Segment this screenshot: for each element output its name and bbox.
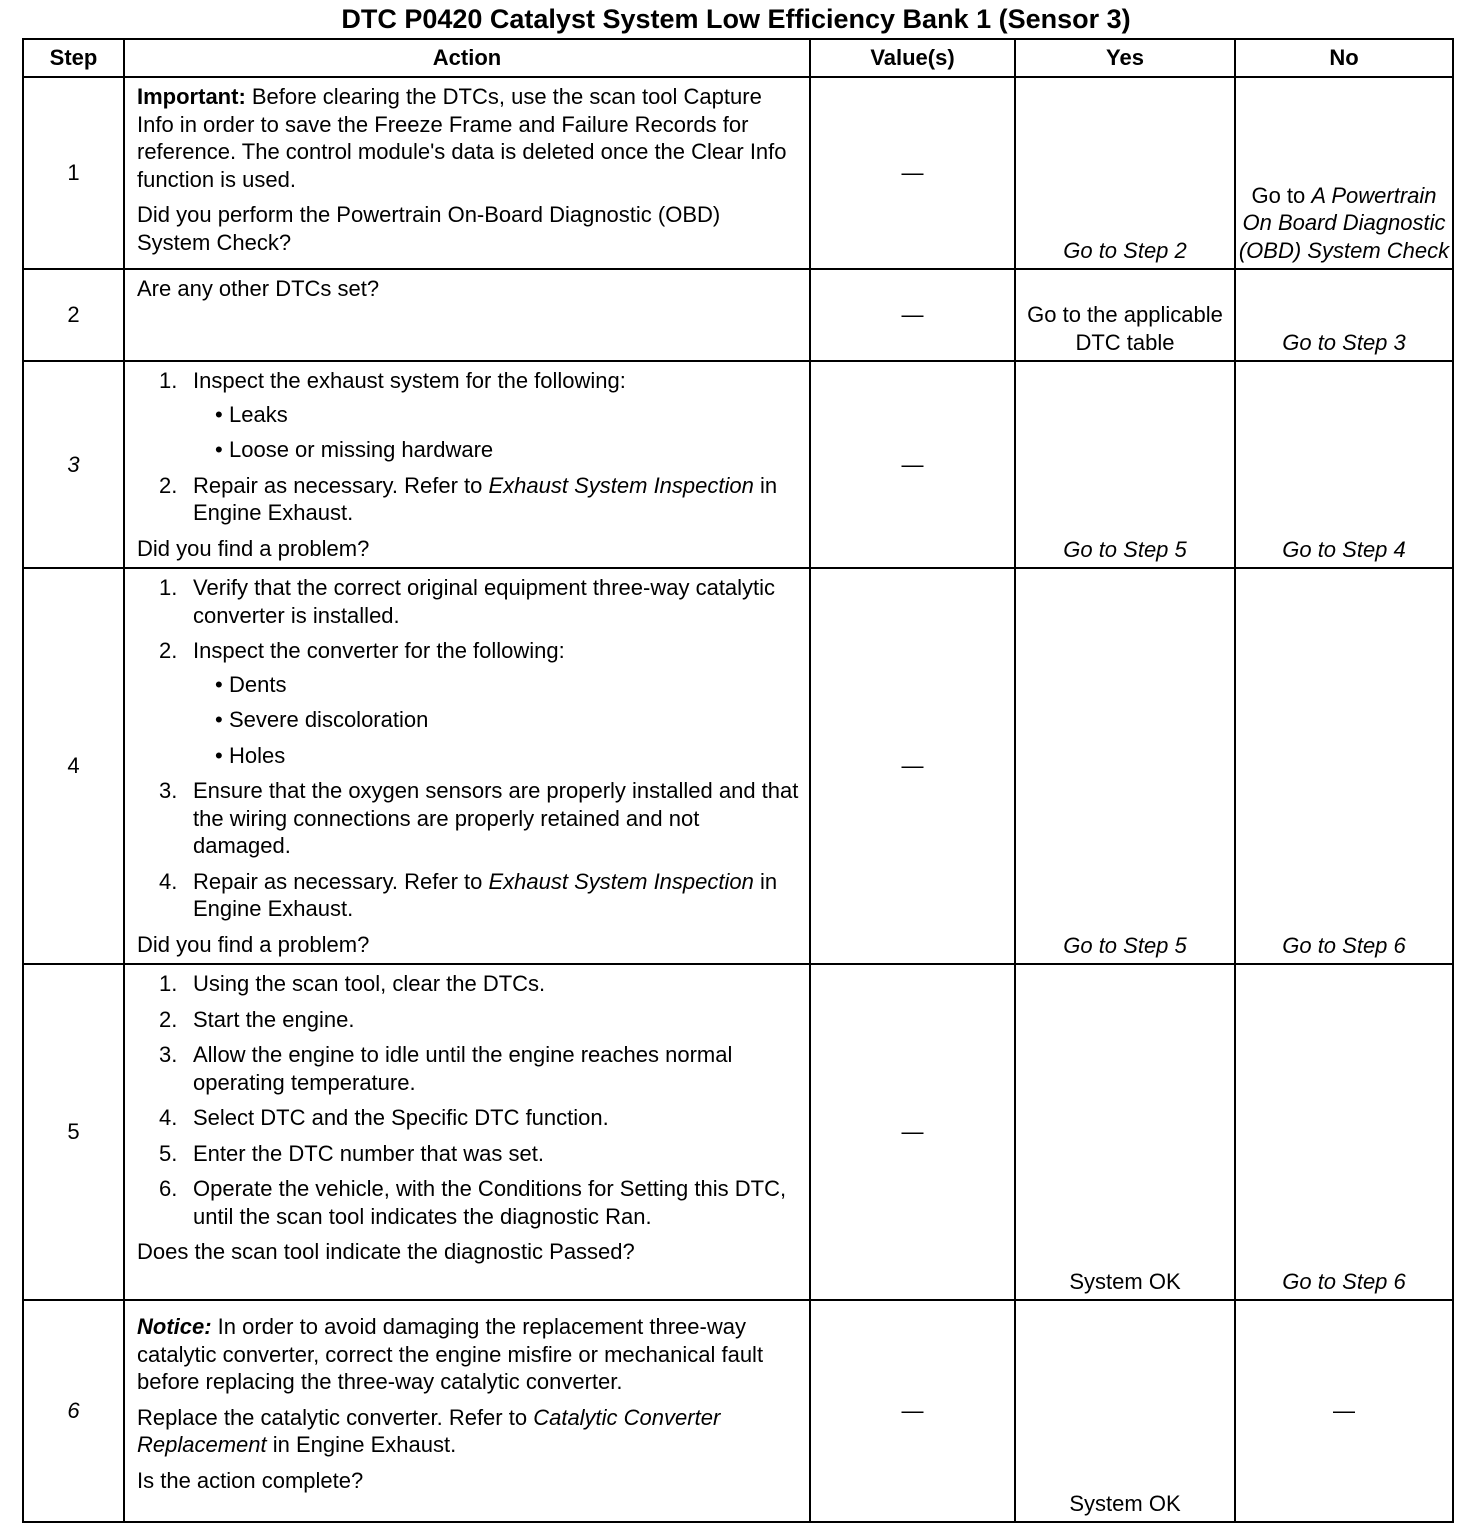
list-item: • Dents: [215, 671, 287, 697]
header-yes: Yes: [1015, 39, 1235, 77]
step-number: 3: [23, 361, 124, 568]
no-cell: Go to Step 4: [1235, 361, 1453, 568]
action-steps: [137, 367, 799, 527]
list-item: • Holes: [215, 742, 286, 768]
action-question: Did you find a problem?: [137, 535, 370, 561]
list-item: 1. Verify that the correct original equipment three-way catalytic converter is installed.: [159, 575, 776, 628]
yes-cell: Go to Step 5: [1015, 568, 1235, 964]
table-row: [23, 361, 1453, 568]
action-cell: [124, 964, 810, 1300]
value-cell: —: [810, 964, 1015, 1300]
diagnostic-table: [22, 38, 1454, 1523]
list-item: • Leaks: [215, 401, 288, 427]
yes-cell: System OK: [1015, 964, 1235, 1300]
no-link: A Powertrain On Board Diagnostic (OBD) System Check: [1238, 182, 1450, 263]
yes-cell: Go to Step 5: [1015, 361, 1235, 568]
table-row: [23, 964, 1453, 1300]
value-cell: —: [810, 269, 1015, 361]
action-cell: [124, 269, 810, 361]
step-number: 6: [23, 1300, 124, 1522]
list-item: 6. Operate the vehicle, with the Conditions for Setting this DTC, until the scan tool indicates the diagnostic Ran.: [159, 1176, 787, 1229]
list-item: • Loose or missing hardware: [215, 437, 494, 462]
list-item: 2. Inspect the converter for the following: • Dents • Severe discoloration • Holes: [137, 637, 799, 769]
header-step: Step: [23, 39, 124, 77]
table-row: [23, 568, 1453, 964]
table-row: [23, 77, 1453, 269]
action-question: Did you find a problem?: [137, 931, 370, 957]
action-steps: [137, 574, 799, 923]
step-number: 5: [23, 964, 124, 1300]
replace-instruction: Replace the catalytic converter. Refer to Catalytic Converter Replacement in Engine Exhaust.: [137, 1404, 721, 1457]
no-prefix: Go to: [1251, 182, 1312, 208]
list-item: 4. Repair as necessary. Refer to Exhaust System Inspection in Engine Exhaust.: [159, 868, 778, 921]
list-item: 3. Allow the engine to idle until the engine reaches normal operating temperature.: [159, 1042, 733, 1095]
important-text: Before clearing the DTCs, use the scan tool Capture Info in order to save the Freeze Frame and Failure Records for reference. The control module's data is deleted once the Clear Info function is used.: [137, 84, 787, 192]
yes-cell: System OK: [1015, 1300, 1235, 1522]
bullet-list: [193, 401, 799, 464]
action-question: Does the scan tool indicate the diagnostic Passed?: [137, 1239, 635, 1264]
no-cell: [1235, 77, 1453, 269]
table-row: [23, 1300, 1453, 1522]
action-cell: [124, 77, 810, 269]
action-question: Did you perform the Powertrain On-Board Diagnostic (OBD) System Check?: [137, 202, 721, 255]
table-row: [23, 269, 1453, 361]
value-cell: —: [810, 77, 1015, 269]
header-values: Value(s): [810, 39, 1015, 77]
header-action: Action: [124, 39, 810, 77]
step-number: 2: [23, 269, 124, 361]
list-item: 4. Select DTC and the Specific DTC function.: [159, 1105, 609, 1130]
action-question: Are any other DTCs set?: [137, 276, 380, 301]
list-item: 3. Ensure that the oxygen sensors are properly installed and that the wiring connections are properly retained and not damaged.: [159, 778, 799, 858]
value-cell: —: [810, 361, 1015, 568]
step-number: 1: [23, 77, 124, 269]
list-item: • Severe discoloration: [215, 707, 429, 732]
value-cell: —: [810, 1300, 1015, 1522]
header-no: No: [1235, 39, 1453, 77]
action-question: Is the action complete?: [137, 1467, 364, 1493]
notice-text: In order to avoid damaging the replacement three-way catalytic converter, correct the engine misfire or mechanical fault before replacing the three-way catalytic converter.: [137, 1314, 764, 1394]
action-steps: [137, 970, 799, 1230]
list-item: 2. Repair as necessary. Refer to Exhaust System Inspection in Engine Exhaust.: [159, 472, 778, 525]
page-title: DTC P0420 Catalyst System Low Efficiency Bank 1 (Sensor 3): [341, 4, 1131, 34]
important-note: [137, 83, 799, 193]
action-cell: [124, 568, 810, 964]
step-number: 4: [23, 568, 124, 964]
notice-label: Notice:: [137, 1314, 212, 1339]
action-cell: [124, 1300, 810, 1522]
important-label: Important:: [137, 84, 246, 109]
no-cell: Go to Step 6: [1235, 964, 1453, 1300]
value-cell: —: [810, 568, 1015, 964]
list-item: 5. Enter the DTC number that was set.: [159, 1140, 544, 1166]
list-item: 1. Using the scan tool, clear the DTCs.: [159, 971, 546, 996]
no-cell: Go to Step 6: [1235, 568, 1453, 964]
list-item: 1. Inspect the exhaust system for the following: • Leaks • Loose or missing hardware: [137, 367, 799, 464]
bullet-list: [193, 671, 799, 770]
yes-cell: Go to the applicable DTC table: [1015, 269, 1235, 361]
no-cell: Go to Step 3: [1235, 269, 1453, 361]
action-cell: [124, 361, 810, 568]
header-row: [23, 39, 1453, 77]
yes-cell: Go to Step 2: [1015, 77, 1235, 269]
no-cell: —: [1235, 1300, 1453, 1522]
notice-note: [137, 1313, 799, 1396]
list-item: 2. Start the engine.: [159, 1006, 355, 1032]
